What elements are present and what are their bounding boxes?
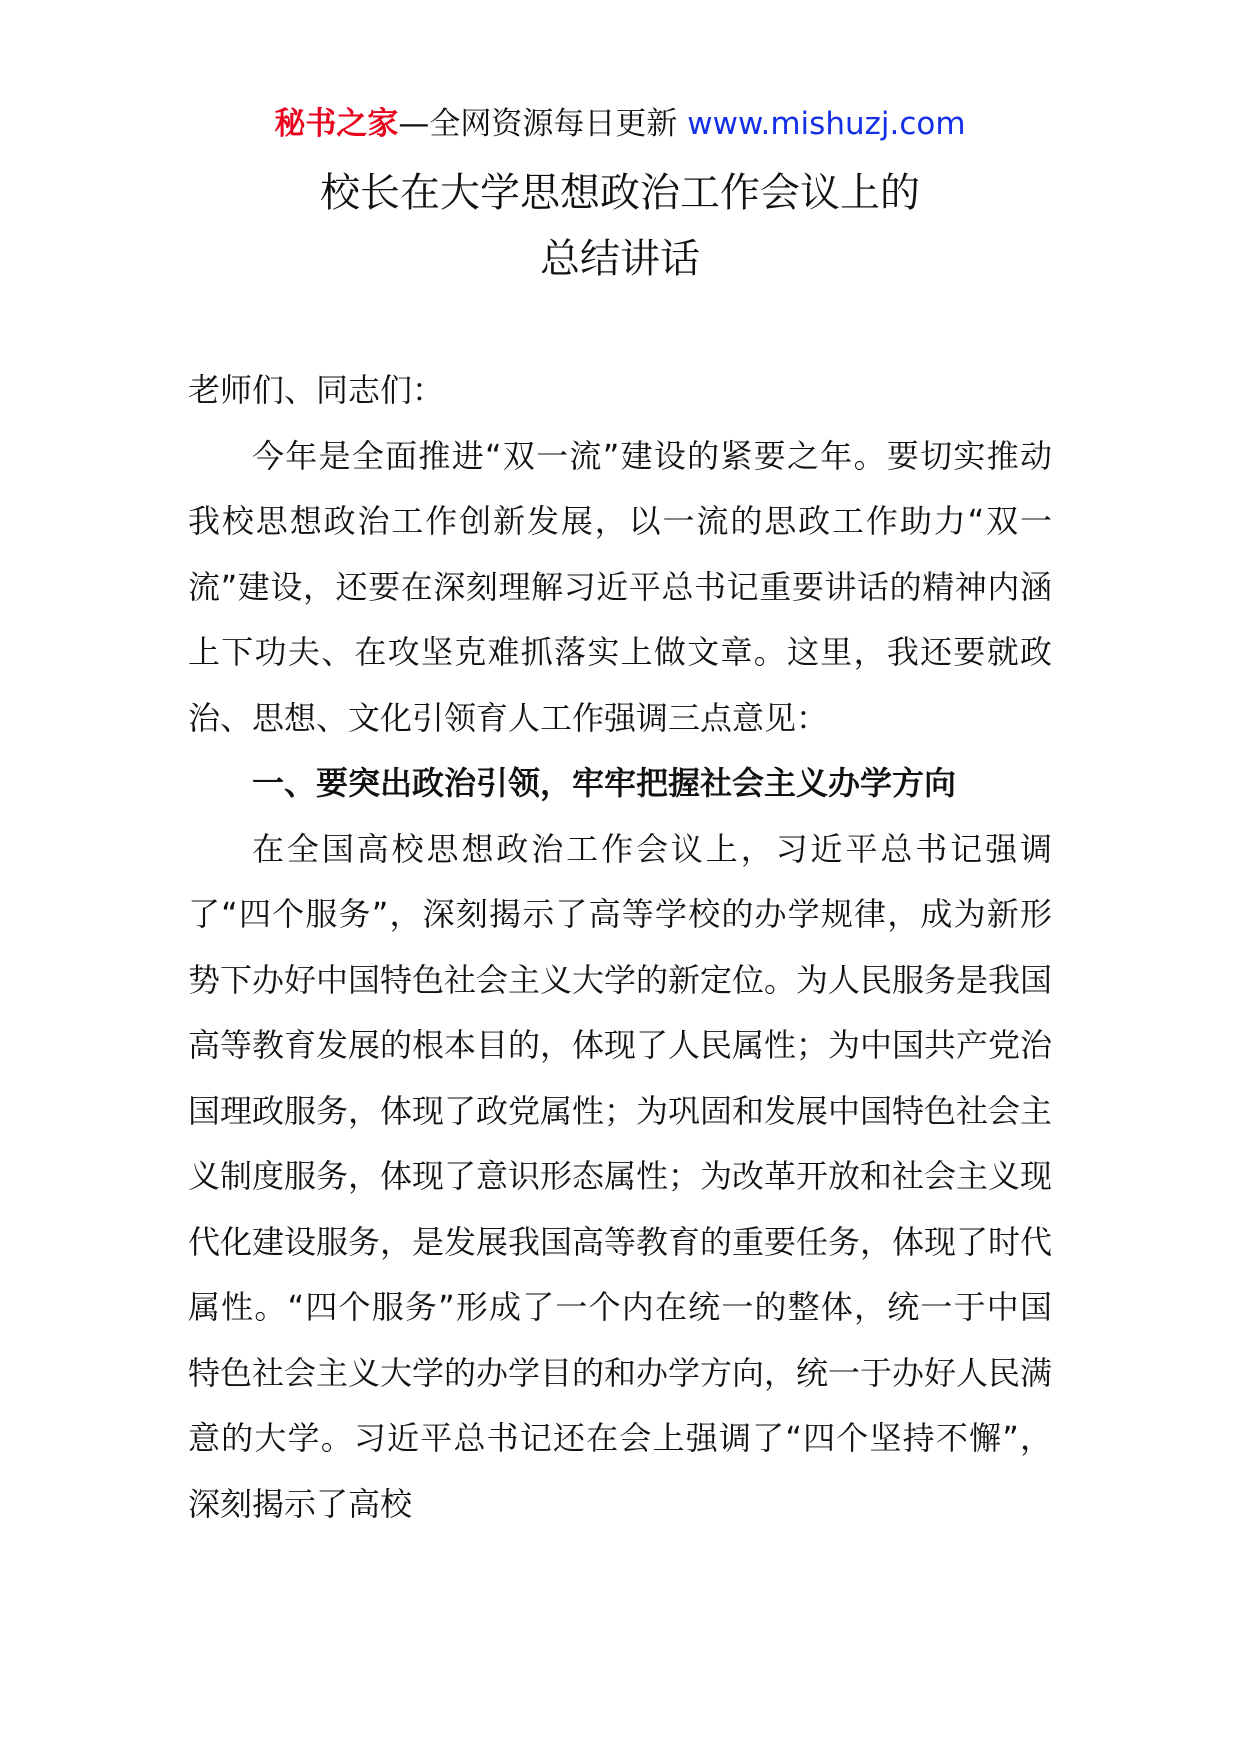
title-line-1: 校长在大学思想政治工作会议上的 — [320, 170, 920, 216]
site-url-link[interactable]: www.mishuzj.com — [687, 106, 966, 142]
document-body — [188, 358, 1052, 1537]
title-line-2: 总结讲话 — [540, 236, 700, 282]
document-title — [0, 160, 1240, 292]
salutation: 老师们、同志们： — [188, 371, 445, 409]
paragraph-section-1: 在全国高校思想政治工作会议上，习近平总书记强调了“四个服务”，深刻揭示了高等学校的办学规律，成为新形势下办好中国特色社会主义大学的新定位。为人民服务是我国高等教育发展的根本目的，体现了人民属性；为中国共产党治国理政服务，体现了政党属性；为巩固和发展中国特色社会主义制度服务，体现了意识形态属性；为改革开放和社会主义现代化建设服务，是发展我国高等教育的重要任务，体现了时代属性。“四个服务”形成了一个内在统一的整体，统一于中国特色社会主义大学的办学目的和办学方向，统一于办好人民满意的大学。习近平总书记还在会上强调了“四个坚持不懈”，深刻揭示了高校 — [188, 829, 1053, 1523]
site-banner — [0, 100, 1240, 148]
paragraph-intro: 今年是全面推进“双一流”建设的紧要之年。要切实推动我校思想政治工作创新发展，以一流的思政工作助力“双一流”建设，还要在深刻理解习近平总书记重要讲话的精神内涵上下功夫、在攻坚克难抓落实上做文章。这里，我还要就政治、思想、文化引领育人工作强调三点意见： — [188, 436, 1052, 737]
section-heading-1: 一、要突出政治引领，牢牢把握社会主义办学方向 — [252, 764, 957, 802]
banner-tagline: 全网资源每日更新 — [429, 106, 678, 142]
banner-dash: — — [398, 106, 430, 142]
brand-name: 秘书之家 — [274, 106, 399, 142]
